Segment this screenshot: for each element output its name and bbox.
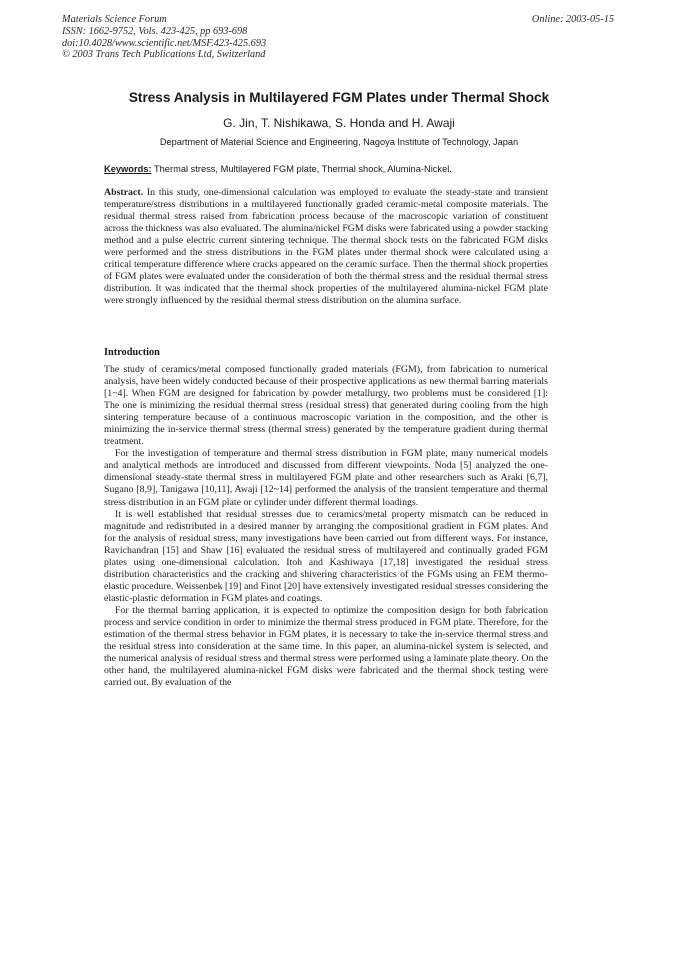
abstract xyxy=(104,187,548,307)
keywords-text: Thermal stress, Multilayered FGM plate, Thermal shock, Alumina-Nickel. xyxy=(153,164,452,174)
copyright-line: © 2003 Trans Tech Publications Ltd, Switzerland xyxy=(62,49,266,61)
introduction-body xyxy=(104,364,548,689)
online-date: Online: 2003-05-15 xyxy=(531,14,614,25)
journal-header xyxy=(62,14,266,61)
paragraph: For the investigation of temperature and thermal stress distribution in FGM plate, many numerical models and analytical methods are introduced and discussed from different viewpoints. Noda [5] analyzed the one-dimensional steady-state thermal stress in multilayered FGM plate and other researchers such as Araki [6,7], Sugano [8,9], Tanigawa [10,11], Awaji [12~14] performed the analysis of the transient temperature and thermal stress distribution in an FGM plate or cylinder under different thermal loadings. xyxy=(104,448,548,508)
paragraph: For the thermal barring application, it is expected to optimize the composition design for both fabrication process and service condition in order to minimize the thermal stress produced in FGM plate. Therefore, for the estimation of the thermal stress behavior in FGM plates, it is necessary to take the in-service thermal stress and the residual stress into consideration at the same time. In this paper, an alumina-nickel system is selected, and the numerical analysis of residual stress and thermal stress were performed using a laminate plate theory. On the other hand, the multilayered alumina-nickel FGM disks were fabricated and the thermal shock testing were carried out. By evaluation of the xyxy=(104,604,548,689)
keywords-label: Keywords: xyxy=(104,164,152,174)
authors: G. Jin, T. Nishikawa, S. Honda and H. Awaji xyxy=(223,116,455,130)
abstract-text: In this study, one-dimensional calculation was employed to evaluate the steady-state and transient temperature/stress distributions in a multilayered functionally graded ceramic-metal composite materials. The residual thermal stress raised from fabrication process because of the macroscopic variation of constituent across the thickness was also evaluated. The alumina/nickel FGM disks were fabricated using a powder stacking method and a pulse electric current sintering technique. The thermal shock tests on the fabricated FGM disks were performed and the stress distributions in the FGM plates under thermal shock were calculated using a critical temperature difference where cracks appeared on the ceramic surface. Then the thermal shock properties of FGM plates were evaluated under the consideration of both the thermal stress and the residual thermal stress distribution. It was indicated that the thermal shock properties of the multilayered alumina-nickel FGM plate were strongly influenced by the residual thermal stress distribution on the alumina surface. xyxy=(104,187,548,307)
paragraph: The study of ceramics/metal composed functionally graded materials (FGM), from fabrication to numerical analysis, have been widely conducted because of their prospective applications as new thermal barring materials [1~4]. When FGM are designed for fabrication by powder metallurgy, two problems must be considered [1]: The one is minimizing the residual thermal stress (residual stress) that generated during cooling from the high sintering temperature because of a continuous macroscopic variation in the composition, and the other is minimizing the in-service thermal stress (thermal stress) generated by the temperature gradient during thermal treatment. xyxy=(104,364,548,448)
doi-line: doi:10.4028/www.scientific.net/MSF.423-425.693 xyxy=(62,37,267,49)
paragraph: It is well established that residual stresses due to ceramics/metal property mismatch can be reduced in magnitude and redistributed in a desired manner by arranging the compositional gradient in FGM plates. And for the analysis of residual stress, many investigations have been carried out from different ways. For instance, Ravichandran [15] and Shaw [16] evaluated the residual stress of multilayered and continually graded FGM plates using one-dimensional calculation. Itoh and Kashiwaya [17,18] investigated the residual stress distribution characteristics and the cracking and shivering characteristics of the FGMs using an FEM thermo-elastic procedure. Weissenbek [19] and Finot [20] have extensively investigated residual stresses considering the elastic-plastic deformation in FGM plates and coatings. xyxy=(104,508,548,604)
issn-line: ISSN: 1662-9752, Vols. 423-425, pp 693-698 xyxy=(62,25,248,37)
section-heading: Introduction xyxy=(104,347,160,358)
abstract-label: Abstract. xyxy=(104,187,144,198)
affiliation: Department of Material Science and Engineering, Nagoya Institute of Technology, Japan xyxy=(159,137,519,147)
paper-title: Stress Analysis in Multilayered FGM Plates under Thermal Shock xyxy=(128,90,550,105)
keywords xyxy=(104,164,452,174)
journal-name: Materials Science Forum xyxy=(62,14,167,25)
